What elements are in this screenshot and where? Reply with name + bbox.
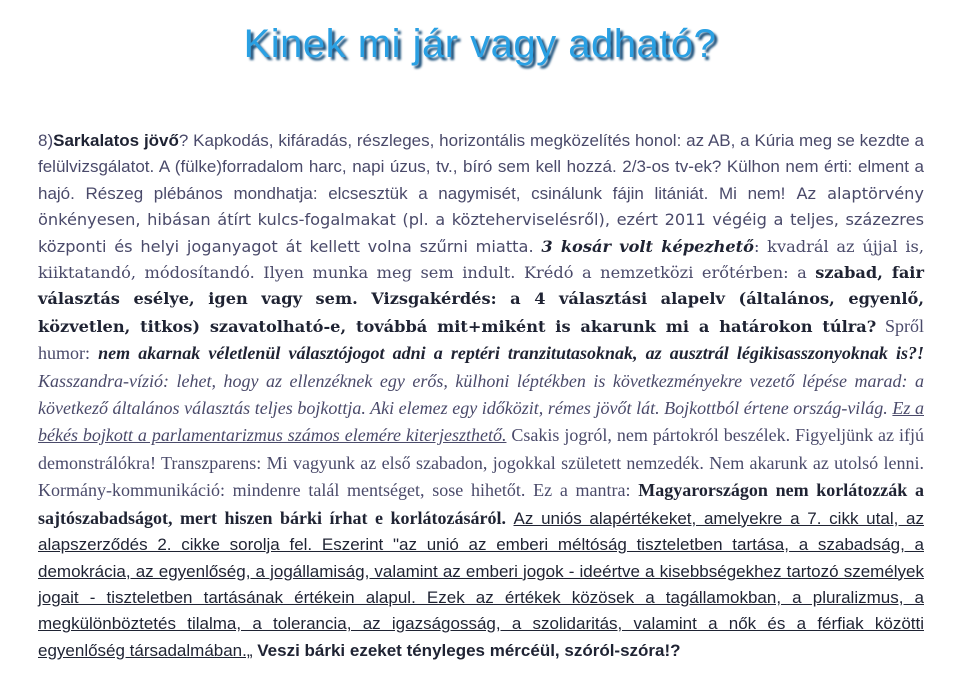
section-heading: Sarkalatos jövő bbox=[53, 131, 179, 150]
text-run-alaptorveny: Az alaptörvény önkényesen, hibásan átírt kulcs-fogalmakat (pl. a közteherviselésről), ezért 2011 végéig a teljes, százezres központi és helyi joganyagot át kellett volna szűrni miatta. bbox=[38, 183, 924, 256]
text-run-humor-label: Spről humor: bbox=[38, 315, 924, 364]
text-run-kvadral: : kvadrál az újjal is, kiiktatandó, módosítandó. Ilyen munka meg sem indult. Krédó a nemzetközi erőtérben: a bbox=[38, 236, 924, 283]
text-run-jogrol: Csakis jogról, nem pártokról beszélek. Figyeljünk az ifjú demonstrálókra! Transzparens: Mi vagyunk az első szabadon, jogokkal született nemzedék. Nem akarunk az utolsó lenni. Kormány-kommunikáció: mindenre talál mentséget, sose hihetőt. Ez a mantra: bbox=[38, 425, 924, 501]
text-run-intro: ? Kapkodás, kifáradás, részleges, horizontális megközelítés honol: az AB, a Kúria meg se kezdte a felülvizsgálatot. A (fülke)forradalom harc, napi úzus, tv., bíró sem kell hozzá. 2/3-os tv-ek? Külhon nem érti: elment a hajó. Részeg plébános mondhatja: elcsesztük a nagymisét, csinálunk fájin litániát. Mi nem! bbox=[38, 131, 925, 203]
text-run-mantra: Magyarországon nem korlátozzák a sajtószabadságot, mert hiszen bárki írhat e korlátozásáról. bbox=[38, 480, 924, 528]
body-paragraph bbox=[38, 128, 924, 664]
text-run-valasztas: szabad, fair választás esélye, igen vagy sem. Vizsgakérdés: a 4 választási alapelv (általános, egyenlő, közvetlen, titkos) szavatolható-e, továbbá mit+miként is akarunk mi a határokon túlra? bbox=[38, 263, 924, 336]
text-run-closing-question: Veszi bárki ezeket tényleges mércéül, szóról-szóra!? bbox=[252, 640, 681, 660]
text-run-unios-ertekek: Az uniós alapértékeket, amelyekre a 7. cikk utal, az alapszerződés 2. cikke sorolja fel. Eszerint "az unió az emberi méltóság tiszteletben tartása, a szabadság, a demokrácia, az egyenlőség, a jogállamiság, valamint az emberi jogok - ideértve a kisebbségekhez tartozó személyek jogait - tiszteletben tartásának értékein alapul. Ezek az értékek közösek a tagállamokban, a pluralizmus, a megkülönböztetés tilalma, a tolerancia, az igazságosság, a szolidaritás, valamint a nők és a férfiak közötti egyenlőség társadalmában.„ bbox=[38, 508, 925, 660]
slide-title: Kinek mi jár vagy adható? bbox=[243, 22, 717, 66]
text-run-humor: nem akarnak véletlenül választójogot adni a reptéri tranzitutasoknak, az ausztrál légikisasszonyoknak is?! bbox=[98, 343, 925, 364]
text-run-kosar: 3 kosár volt képezhető bbox=[541, 236, 754, 256]
text-run-space bbox=[506, 508, 514, 528]
section-number: 8) bbox=[38, 131, 54, 150]
text-run-bojkott: Ez a békés bojkott a parlamentarizmus számos elemére kiterjeszthető. bbox=[38, 398, 924, 446]
text-run-kasszandra: Kasszandra-vízió: lehet, hogy az ellenzéknek egy erős, külhoni léptékben is következményekre vezető lépése marad: a következő általános választás teljes bojkottja. Aki elemez egy időközit, rémes jövőt lát. Bojkottból értene ország-világ. bbox=[38, 370, 924, 419]
